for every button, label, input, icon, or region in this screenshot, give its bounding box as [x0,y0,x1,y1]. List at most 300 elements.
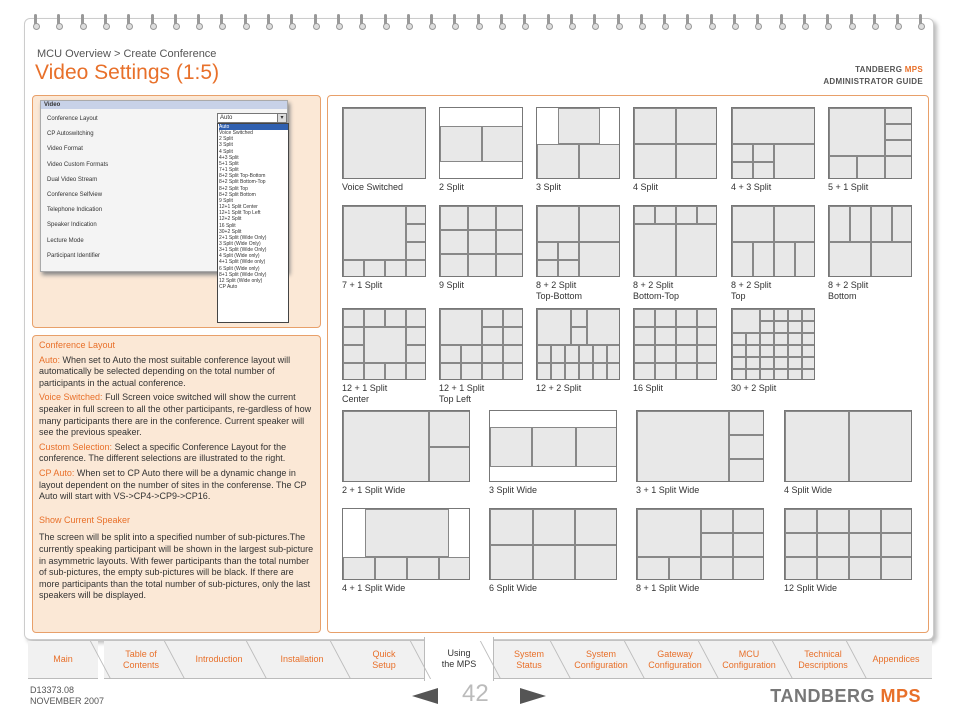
nav-tab[interactable]: Table of Contents [104,641,178,679]
layout-thumbnail[interactable] [342,508,470,580]
layout-cell [774,321,788,333]
dropdown-option[interactable]: 3 Split [219,142,233,149]
layout-label: 12 + 1 Split Center [342,383,388,404]
layout-label: 12 Split Wide [784,583,838,593]
layout-label: 4 + 3 Split [731,182,772,192]
dropdown-option[interactable]: CP Auto [219,284,238,291]
dropdown-option[interactable]: 8+2 Split Top-Bottom [219,173,266,180]
binder-ring [803,14,806,28]
layout-thumbnail[interactable] [633,205,717,277]
layout-cell [490,545,533,580]
binder-ring [34,14,37,28]
layout-cell [760,357,774,369]
layout-cell [461,363,482,380]
layout-cell [746,345,760,357]
layout-thumbnail[interactable] [784,410,912,482]
binder-ring [593,14,596,28]
layout-label: 8 + 1 Split Wide [636,583,700,593]
layout-label: 16 Split [633,383,664,393]
layout-cell [551,363,565,380]
layout-thumbnail[interactable] [731,205,815,277]
layout-cell [802,333,815,345]
layout-thumbnail[interactable] [439,107,523,179]
layout-thumbnail[interactable] [828,107,912,179]
layout-cell [571,309,588,327]
layout-option[interactable] [784,410,912,496]
layout-cell [676,108,717,144]
layout-thumbnail[interactable] [536,308,620,380]
dropdown-option[interactable]: 7+1 Split [219,167,239,174]
layout-option[interactable] [342,508,470,594]
layout-cell [634,327,655,345]
layout-dropdown-list[interactable] [217,123,289,323]
layout-cell [579,206,620,242]
breadcrumb[interactable]: MCU Overview > Create Conference [37,48,217,60]
setting-label: Conference Selfview [47,192,103,198]
layout-cell [440,230,468,254]
layout-cell [364,327,406,363]
dropdown-option[interactable]: 2 Split [219,136,233,143]
dropdown-option[interactable]: 4+3 Split [219,154,239,161]
nav-tab[interactable]: Appendices [860,641,932,679]
layout-cell [406,363,426,380]
layout-cell [533,545,576,580]
layout-option[interactable] [342,107,426,193]
layout-cell [676,309,697,327]
layout-cell [774,357,788,369]
prev-page-arrow-icon[interactable] [412,688,438,704]
layout-cell [753,162,774,179]
layout-option[interactable] [633,107,717,193]
auto-description [39,355,314,390]
dropdown-option[interactable]: 8+2 Split Bottom-Top [219,179,266,186]
layout-cell [440,309,482,345]
cp-label: CP Auto: [39,467,75,478]
layout-thumbnail[interactable] [439,308,523,380]
nav-tab[interactable]: System Status [494,641,564,679]
layout-cell [829,206,850,242]
binder-ring [896,14,899,28]
binder-ring [174,14,177,28]
layout-cell [468,230,496,254]
layout-cell [385,260,406,277]
layout-cell [637,557,669,580]
section-header: Video [41,101,287,109]
layout-cell [440,363,461,380]
layout-cell [788,345,802,357]
layout-cell [857,156,886,179]
dropdown-option[interactable]: 3 Split (Wide Only) [219,240,261,247]
layout-cell [440,345,461,363]
footer-logo [770,686,921,707]
layout-cell [607,345,620,363]
layout-cell [532,427,576,467]
binder-ring [430,14,433,28]
brand-product: MPS [904,65,923,74]
dropdown-option[interactable]: 30+2 Split [219,228,242,235]
layout-cell [533,509,576,545]
layout-thumbnail[interactable] [633,107,717,179]
binder-ring [360,14,363,28]
layout-cell [697,327,717,345]
layout-cell [579,363,593,380]
layout-thumbnail[interactable] [439,205,523,277]
guide-name: ADMINISTRATOR GUIDE [823,77,923,86]
binder-ring [337,14,340,28]
layout-cell [732,144,753,162]
layout-label: 30 + 2 Split [731,383,777,393]
dropdown-option[interactable]: 8+2 Split Bottom [219,191,256,198]
binder-ring [81,14,84,28]
layout-cell [482,345,503,363]
layout-cell [655,345,676,363]
next-page-arrow-icon[interactable] [520,688,546,704]
layout-cell [537,242,558,260]
dropdown-option[interactable]: Auto [219,124,288,130]
layout-cell [788,357,802,369]
layout-cell [753,144,774,162]
layout-cell [503,363,523,380]
layout-cell [729,459,764,482]
layout-cell [637,509,701,557]
binder-ring [453,14,456,28]
binder-ring [733,14,736,28]
layout-label: 3 + 1 Split Wide [636,485,700,495]
layout-cell [802,321,815,333]
vs-text: Full Screen voice switched will show the current speaker in full screen to all the other participants, re-gardless of how many participants there are in the conference. Current speaker will see the previous speaker. [39,392,312,438]
layout-cell [774,206,815,242]
layout-thumbnail[interactable] [342,107,426,179]
logo-name: TANDBERG [770,686,875,706]
layout-label: 2 Split [439,182,465,192]
dropdown-option[interactable]: 12+1 Split Top Left [219,210,261,217]
layout-cell [774,309,788,321]
layout-label: 4 Split [633,182,659,192]
layout-cell [490,509,533,545]
layout-option[interactable] [489,410,617,496]
layout-thumbnail[interactable] [784,508,912,580]
layout-thumbnail[interactable] [636,508,764,580]
layout-option[interactable] [633,205,717,302]
layout-cell [634,144,676,179]
layout-cell [732,333,746,345]
layout-cell [537,309,571,345]
nav-tab[interactable]: Main [28,641,98,679]
layout-cell [571,327,588,345]
layout-option[interactable] [489,508,617,594]
layout-cell [406,345,426,363]
layout-cell [429,411,470,447]
layout-option[interactable] [731,308,815,394]
layout-thumbnail[interactable] [633,308,717,380]
layout-cell [634,206,655,224]
layout-cell [468,206,496,230]
layout-cell [343,557,375,580]
layout-cell [385,363,406,380]
layout-cell [802,309,815,321]
dropdown-option[interactable]: 12 Split (Wide only) [219,277,263,284]
layout-option[interactable] [439,205,523,291]
doc-number: D13373.08 [30,685,75,695]
layout-thumbnail[interactable] [342,410,470,482]
layout-cell [655,309,676,327]
layout-cell [676,206,697,224]
layout-cell [760,321,774,333]
layout-option[interactable] [731,205,815,302]
dropdown-option[interactable]: 3+1 Split (Wide Only) [219,247,267,254]
layout-cell [482,309,503,327]
layout-cell [429,447,470,482]
layout-option[interactable] [342,308,426,405]
binder-ring [826,14,829,28]
layout-cell [579,144,620,179]
binder-ring [244,14,247,28]
layout-option[interactable] [636,410,764,496]
setting-label: Video Custom Formats [47,161,109,168]
layout-cell [732,369,746,380]
binder-ring [151,14,154,28]
layout-option[interactable] [536,107,620,193]
layout-cell [575,509,617,545]
layout-label: 6 Split Wide [489,583,538,593]
header-brand [823,64,923,88]
layout-cell [406,224,426,242]
layout-cell [829,156,857,179]
layout-option[interactable] [342,410,470,496]
chevron-down-icon[interactable]: ▾ [277,114,286,122]
layout-label: 12 + 2 Split [536,383,582,393]
layout-cell [537,144,579,179]
layout-thumbnail[interactable] [828,205,912,277]
layout-cell [637,411,729,482]
setting-label: Speaker Indication [47,222,97,229]
layout-cell [892,206,912,242]
layout-cell [439,557,470,580]
binder-ring [267,14,270,28]
layout-cell [496,206,523,230]
setting-label: CP Autoswitching [47,131,94,138]
layout-cell [676,144,717,179]
dropdown-option[interactable]: 8+1 Split (Wide Only) [219,271,267,278]
layout-select[interactable] [217,113,287,123]
layout-thumbnail[interactable] [731,308,815,380]
vs-description [39,392,314,438]
layout-cell [871,206,892,242]
layout-cell [496,230,523,254]
layout-cell [788,369,802,380]
nav-tab[interactable]: MCU Configuration [712,641,786,679]
dropdown-option[interactable]: 12+2 Split [219,216,242,223]
layout-cell [607,363,620,380]
layout-cell [579,345,593,363]
nav-tab[interactable]: Technical Descriptions [786,641,860,679]
layout-cell [829,108,885,156]
layout-cell [774,369,788,380]
binder-ring [57,14,60,28]
binder-ring [407,14,410,28]
dropdown-option[interactable]: 4 Split [219,148,233,155]
binder-ring [547,14,550,28]
layout-cell [468,254,496,277]
layout-thumbnail[interactable] [342,205,426,277]
nav-tab[interactable]: Quick Setup [344,641,424,679]
layout-cell [802,357,815,369]
binder-ring [197,14,200,28]
layout-cell [385,309,406,327]
layout-cell [565,363,579,380]
nav-tab[interactable]: Installation [260,641,344,679]
layout-cell [655,327,676,345]
binder-ring [873,14,876,28]
layout-cell [503,327,523,345]
layout-cell [537,363,551,380]
logo-product: MPS [880,686,921,706]
binder-ring [640,14,643,28]
layout-option[interactable] [828,205,912,302]
layout-cell [701,533,733,557]
layout-cell [676,224,717,277]
layout-cell [537,206,579,242]
layout-cell [746,357,760,369]
layout-thumbnail[interactable] [536,205,620,277]
layout-label: 7 + 1 Split [342,280,383,290]
layout-cell [406,327,426,345]
layout-cell [676,327,697,345]
layout-cell [343,108,426,179]
layout-label: 9 Split [439,280,465,290]
layout-cell [551,345,565,363]
nav-tab[interactable]: Using the MPS [424,637,494,681]
dropdown-option[interactable]: 5+1 Split [219,160,239,167]
select-value: Auto [220,115,233,121]
layout-cell [558,108,600,144]
layout-cell [343,411,429,482]
dropdown-option[interactable]: 9 Split [219,197,233,204]
layout-label: 12 + 1 Split Top Left [439,383,485,404]
layout-option[interactable] [439,107,523,193]
layout-cell [802,369,815,380]
layout-cell [774,144,815,179]
layout-thumbnail[interactable] [489,410,617,482]
layout-cell [669,557,701,580]
layout-cell [817,557,849,580]
layout-cell [881,557,912,580]
dropdown-option[interactable]: 12+1 Split Center [219,204,258,211]
layout-cell [817,509,849,533]
layout-thumbnail[interactable] [731,107,815,179]
layout-option[interactable] [536,308,620,394]
layout-cell [753,242,774,277]
layout-thumbnail[interactable] [342,308,426,380]
binder-ring [663,14,666,28]
layout-cell [593,363,607,380]
layout-cell [760,345,774,357]
dropdown-option[interactable]: Voice Switched [219,130,253,137]
layout-cell [774,333,788,345]
layout-thumbnail[interactable] [636,410,764,482]
setting-label: Lecture Mode [47,237,84,244]
layout-option[interactable] [828,107,912,193]
dropdown-option[interactable]: 2+1 Split (Wide Only) [219,234,267,241]
dropdown-option[interactable]: 8+2 Split Top [219,185,248,192]
layout-cell [885,124,912,140]
layout-cell [788,333,802,345]
layout-cell [697,206,717,224]
layout-thumbnail[interactable] [536,107,620,179]
auto-text: When set to Auto the most suitable conference layout will automatically be selected depending on the total number of participants in the actual conference. [39,354,291,388]
layout-cell [785,509,817,533]
cs-label: Custom Selection: [39,441,113,452]
layout-cell [817,533,849,557]
layout-cell [850,206,871,242]
layout-cell [343,260,364,277]
cp-text: When set to CP Auto there will be a dynamic change in layout dependent on the number of sites in the conferense. The CP Auto will start with VS->CP4->CP9->CP16. [39,467,307,502]
nav-tab[interactable]: Gateway Configuration [638,641,712,679]
layout-cell [343,327,364,345]
nav-tab[interactable]: System Configuration [564,641,638,679]
layout-option[interactable] [633,308,717,394]
binder-ring [710,14,713,28]
layout-cell [785,557,817,580]
dropdown-option[interactable]: 4+1 Split (Wide only) [219,259,266,266]
dropdown-option[interactable]: 4 Split (Wide only) [219,253,260,260]
layout-cell [676,345,697,363]
layout-cell [729,435,764,459]
layout-cell [496,254,523,277]
setting-label: Conference Layout [47,116,98,122]
cp-description [39,468,314,503]
layout-cell [733,533,764,557]
nav-tab[interactable]: Introduction [178,641,260,679]
setting-label: Participant Identifier [47,252,101,259]
layout-cell [849,557,881,580]
layout-cell [503,345,523,363]
page-number: 42 [462,680,489,707]
layout-cell [407,557,439,580]
layout-thumbnail[interactable] [489,508,617,580]
layout-cell [575,545,617,580]
layout-cell [785,411,849,482]
page-title: Video Settings (1:5) [35,61,220,84]
heading-conference-layout: Conference Layout [39,340,116,350]
setting-label: Video Format [47,146,83,153]
layout-option[interactable] [342,205,426,291]
vs-label: Voice Switched: [39,392,103,403]
layout-cell [558,242,579,260]
layout-cell [733,509,764,533]
layout-cell [634,309,655,327]
layout-cell [579,242,620,277]
binder-ring [523,14,526,28]
layout-cell [788,309,802,321]
layout-cell [364,309,385,327]
layout-cell [364,260,385,277]
layout-cell [732,162,753,179]
layout-option[interactable] [784,508,912,594]
layout-label: 8 + 2 Split Top [731,280,772,301]
layout-label: 4 + 1 Split Wide [342,583,406,593]
layout-option[interactable] [731,107,815,193]
layout-cell [732,108,815,144]
layout-option[interactable] [439,308,523,405]
layout-cell [655,206,676,224]
dropdown-option[interactable]: 16 Split [219,222,236,229]
layout-option[interactable] [536,205,620,302]
dropdown-option[interactable]: 6 Split (Wide only) [219,265,260,272]
layout-option[interactable] [636,508,764,594]
layout-cell [503,309,523,327]
layout-cell [365,509,449,557]
